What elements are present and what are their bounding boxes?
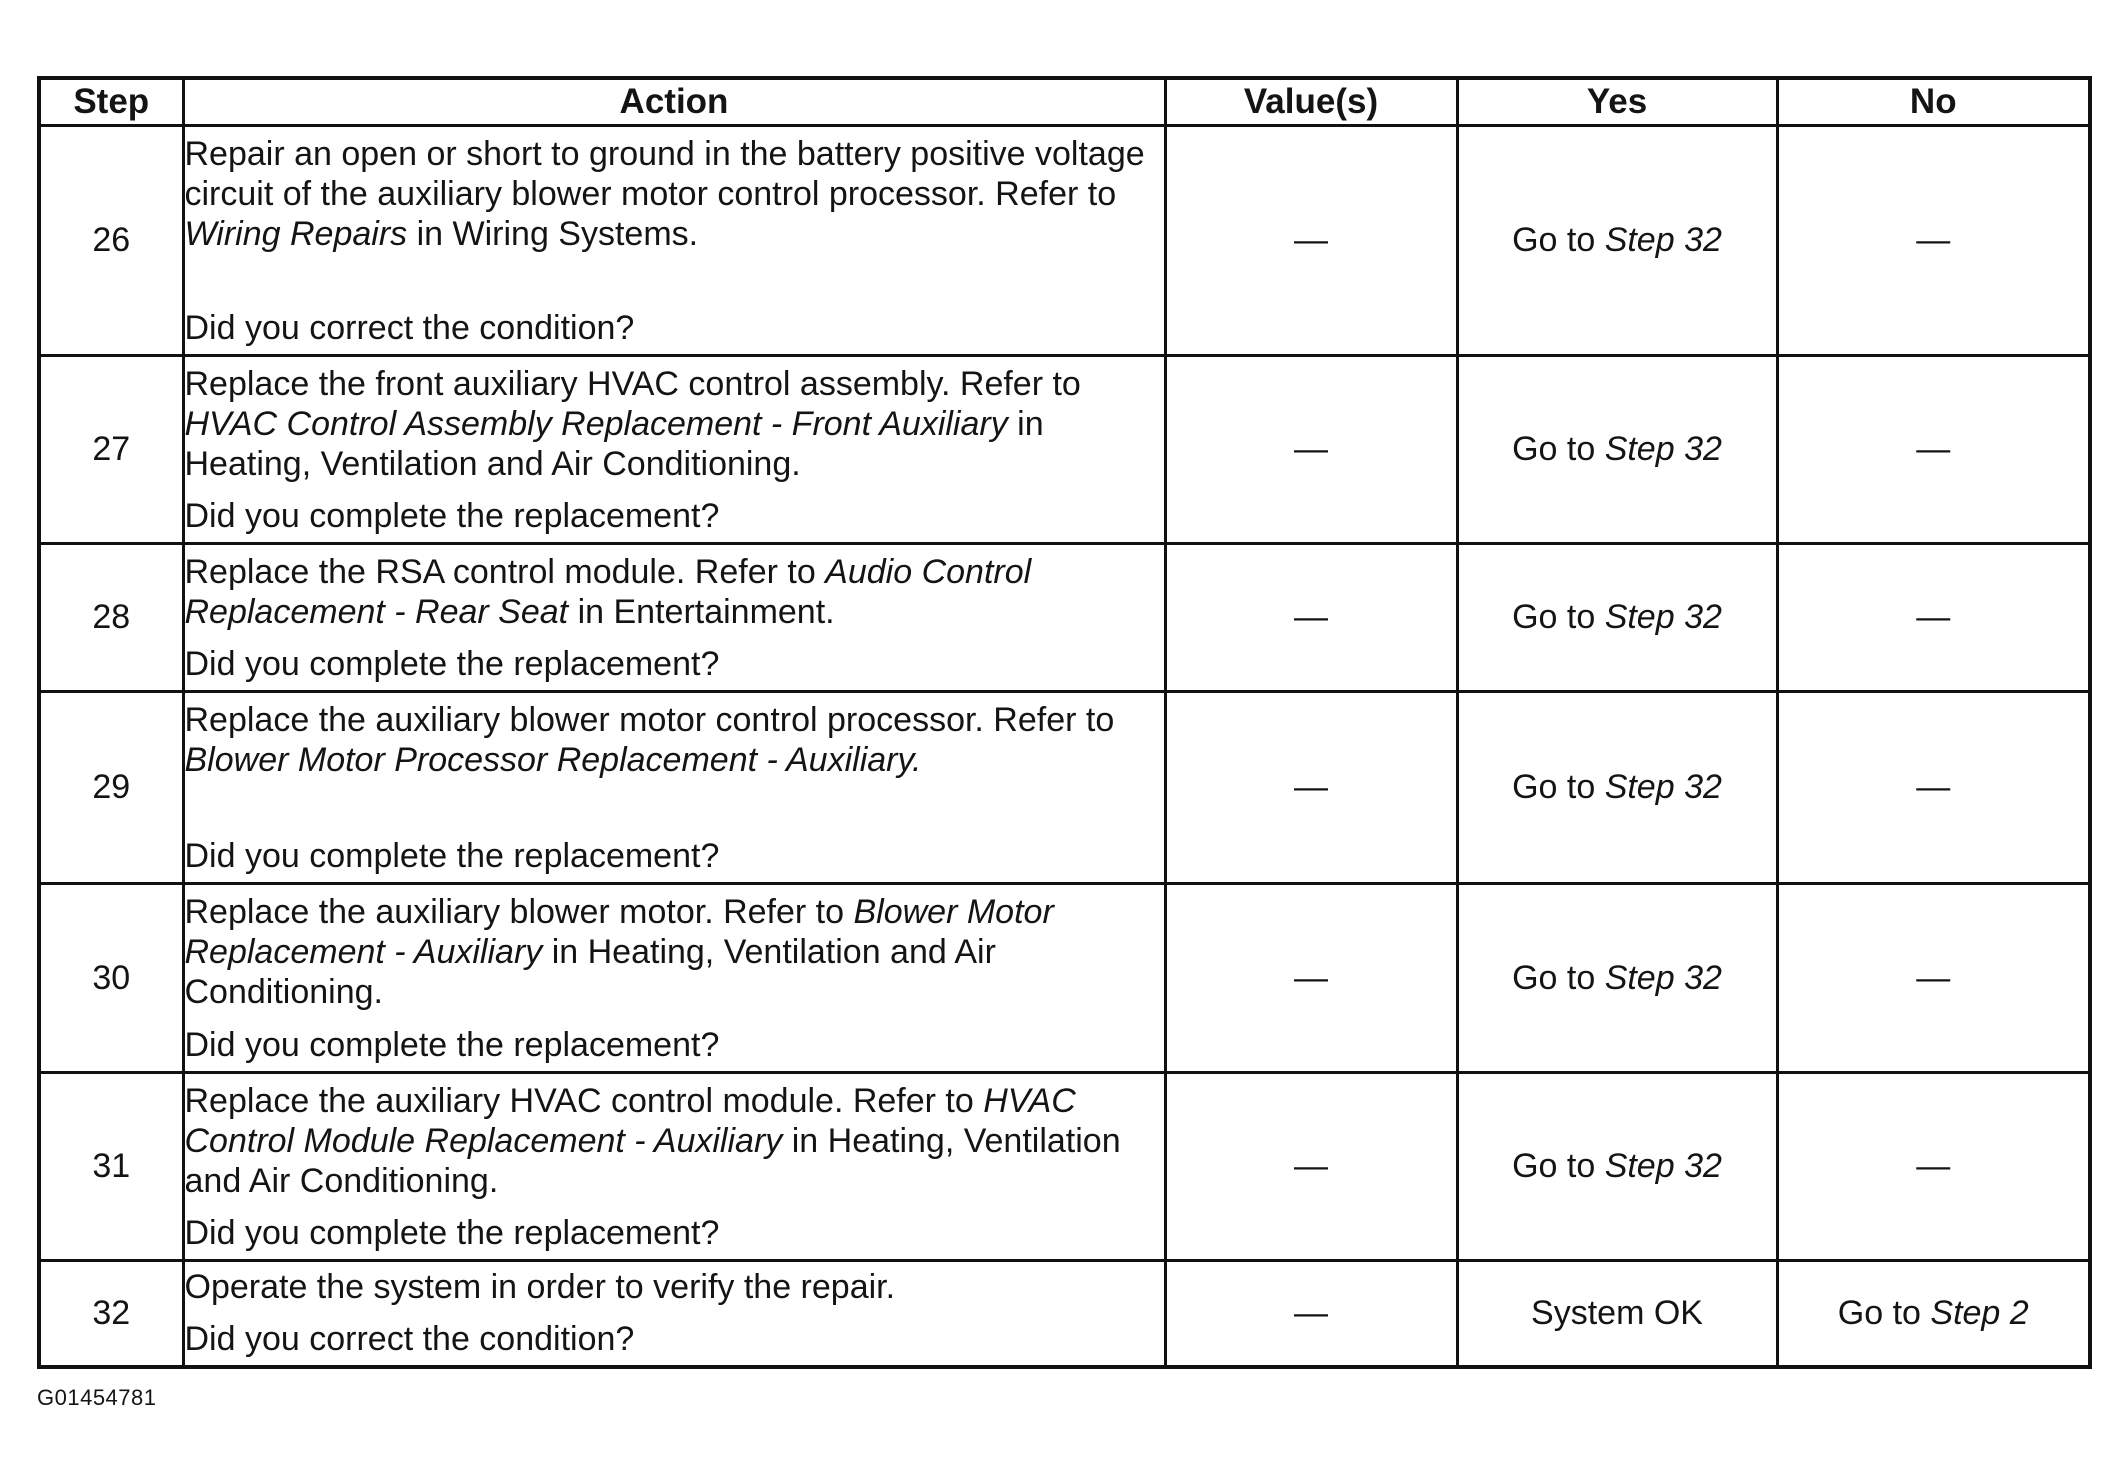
yes-text: Go to [1512,768,1605,806]
header-step: Step [39,78,183,126]
action-text: in Heating, Ventilation and Air Conditioning. [184,932,996,1011]
yes-text: Go to [1512,430,1605,468]
no-cell: — [1777,356,2090,544]
yes-step-link[interactable]: Step 32 [1604,430,1722,468]
action-instruction [185,552,1164,632]
yes-step-link[interactable]: Step 32 [1604,958,1722,997]
action-instruction [185,700,1164,780]
table-row [39,692,2090,884]
no-cell: — [1777,1073,2090,1261]
action-cell [183,544,1165,692]
step-cell: 32 [39,1261,183,1367]
yes-cell [1457,544,1777,692]
action-question: Did you complete the replacement? [184,644,720,683]
value-cell: — [1165,884,1457,1073]
value-cell: — [1165,692,1457,884]
no-cell: — [1777,884,2090,1073]
action-instruction [185,892,1164,1012]
action-instruction [185,1267,1164,1307]
yes-text: Go to [1512,958,1605,997]
header-yes: Yes [1457,78,1777,126]
yes-step-link[interactable]: Step 32 [1604,1147,1722,1185]
reference-link[interactable]: Blower Motor Replacement - Auxiliary [184,892,1054,971]
diagnostic-table [37,76,2092,1369]
reference-link[interactable]: Wiring Repairs [184,214,408,253]
no-cell: — [1777,544,2090,692]
table-row [39,356,2090,544]
table-row [39,126,2090,356]
action-cell [183,692,1165,884]
step-cell: 29 [39,692,183,884]
action-question: Did you complete the replacement? [184,1213,720,1252]
reference-link[interactable]: HVAC Control Assembly Replacement - Front Auxiliary [184,404,1008,443]
action-question: Did you complete the replacement? [184,836,720,875]
action-question: Did you correct the condition? [184,308,635,347]
table-row [39,1261,2090,1367]
action-text: in Wiring Systems. [407,214,699,253]
value-cell: — [1165,1261,1457,1367]
action-text: Replace the auxiliary blower motor control processor. Refer to [184,700,1115,739]
action-instruction [185,1081,1164,1201]
table-row [39,544,2090,692]
table-body [39,126,2090,1367]
header-action: Action [183,78,1165,126]
yes-text: Go to [1512,1147,1605,1185]
reference-link[interactable]: Blower Motor Processor Replacement - Auxiliary. [184,740,922,779]
step-cell: 27 [39,356,183,544]
action-text: in Heating, Ventilation and Air Conditioning. [184,404,1044,483]
no-cell: — [1777,126,2090,356]
table-row [39,884,2090,1073]
yes-text: Go to [1512,221,1605,259]
action-cell [183,356,1165,544]
yes-cell [1457,1261,1777,1367]
action-text: Operate the system in order to verify the repair. [184,1268,896,1307]
step-cell: 31 [39,1073,183,1261]
action-instruction [185,364,1164,484]
yes-text: Go to [1512,598,1605,636]
yes-cell [1457,884,1777,1073]
table-row [39,1073,2090,1261]
yes-cell [1457,126,1777,356]
value-cell: — [1165,126,1457,356]
action-question: Did you complete the replacement? [184,1025,720,1064]
action-question: Did you correct the condition? [184,1320,635,1359]
header-no: No [1777,78,2090,126]
reference-link[interactable]: Audio Control Replacement - Rear Seat [184,552,1032,631]
value-cell: — [1165,356,1457,544]
yes-step-link[interactable]: Step 32 [1604,768,1722,806]
action-text: Replace the auxiliary blower motor. Refer to [184,892,854,931]
action-question: Did you complete the replacement? [184,496,720,535]
yes-cell [1457,1073,1777,1261]
value-cell: — [1165,1073,1457,1261]
action-cell [183,884,1165,1073]
action-instruction [185,134,1164,254]
action-text: in Heating, Ventilation and Air Conditioning. [184,1121,1121,1200]
action-text: Repair an open or short to ground in the battery positive voltage circuit of the auxiliary blower motor control processor. Refer to [184,134,1145,213]
action-cell [183,126,1165,356]
yes-text: System OK [1531,1293,1703,1332]
action-text: Replace the front auxiliary HVAC control assembly. Refer to [184,364,1081,403]
no-cell: — [1777,692,2090,884]
yes-step-link[interactable]: Step 32 [1604,221,1722,259]
action-cell [183,1261,1165,1367]
step-cell: 26 [39,126,183,356]
no-cell [1777,1261,2090,1367]
header-values: Value(s) [1165,78,1457,126]
action-text: in Entertainment. [568,592,835,631]
yes-cell [1457,356,1777,544]
action-text: Replace the auxiliary HVAC control module. Refer to [184,1081,984,1120]
step-cell: 30 [39,884,183,1073]
no-step-link[interactable]: Step 2 [1930,1293,2029,1332]
figure-id: G01454781 [37,1385,157,1410]
no-text: Go to [1837,1293,1931,1332]
action-text: Replace the RSA control module. Refer to [184,552,826,591]
action-cell [183,1073,1165,1261]
value-cell: — [1165,544,1457,692]
reference-link[interactable]: HVAC Control Module Replacement - Auxiliary [184,1081,1076,1160]
yes-step-link[interactable]: Step 32 [1604,598,1722,636]
header-row [39,78,2090,126]
yes-cell [1457,692,1777,884]
step-cell: 28 [39,544,183,692]
